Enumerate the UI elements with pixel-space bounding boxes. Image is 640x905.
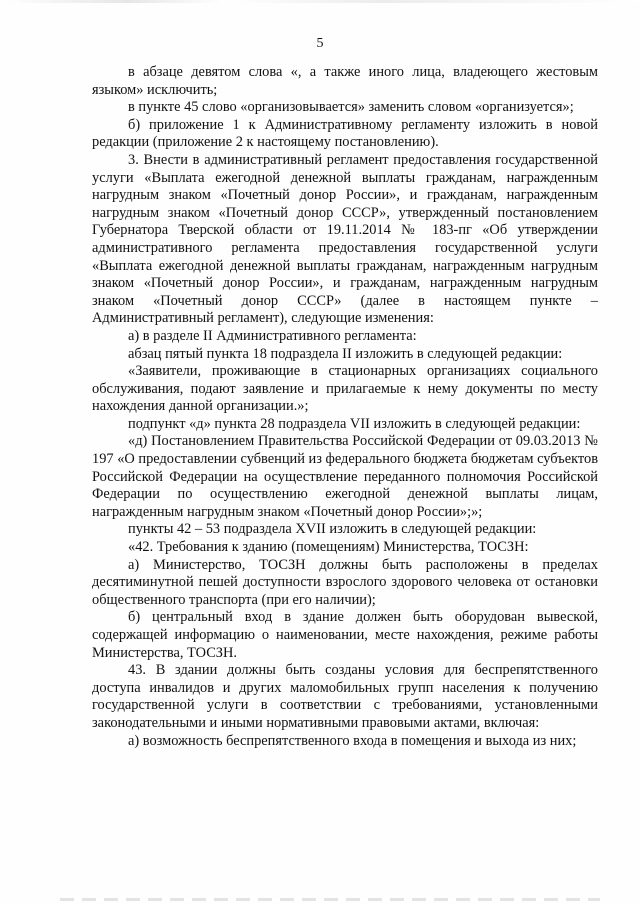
paragraph: 43. В здании должны быть созданы условия для беспрепятственного доступа инвалидов и других маломобильных групп населения к получению государственной услуги в соответствии с требованиями, установленными законодательными и иными нормативными правовыми актами, включая: <box>92 662 598 731</box>
paragraph: в абзаце девятом слова «, а также иного лица, владеющего жестовым языком» исключить; <box>92 64 598 98</box>
page-number: 5 <box>316 36 324 51</box>
paragraph: пункты 42 – 53 подраздела XVII изложить в следующей редакции: <box>128 521 537 538</box>
paragraph: а) Министерство, ТОСЗН должны быть расположены в пределах десятиминутной пешей доступности взрослого здорового человека от остановки общественного транспорта (при его наличии); <box>92 556 598 608</box>
paragraph: «д) Постановлением Правительства Российской Федерации от 09.03.2013 № 197 «О предоставлении субвенций из федерального бюджета бюджетам субъектов Российской Федерации на осуществление переданного полномочия Российской Федерации по осуществлению ежегодной денежной выплаты лицам, награжденным нагрудным знаком «Почетный донор России»;»; <box>92 433 598 520</box>
paragraph: «42. Требования к зданию (помещениям) Министерства, ТОСЗН: <box>128 539 529 556</box>
scan-edge-bottom <box>60 898 600 901</box>
paragraph: а) возможность беспрепятственного входа в помещения и выхода из них; <box>128 732 577 749</box>
paragraph: в пункте 45 слово «организовывается» заменить словом «организуется»; <box>128 99 574 116</box>
scan-edge-top <box>0 0 640 3</box>
paragraph: а) в разделе II Административного регламента: <box>128 327 417 344</box>
paragraph: б) центральный вход в здание должен быть оборудован вывеской, содержащей информацию о наименовании, месте нахождения, режиме работы Министерства, ТОСЗН. <box>92 609 598 661</box>
document-body <box>92 64 598 750</box>
paragraph: «Заявители, проживающие в стационарных организациях социального обслуживания, подают заявление и прилагаемые к нему документы по месту нахождения данной организации.»; <box>92 363 598 415</box>
paragraph: абзац пятый пункта 18 подраздела II изложить в следующей редакции: <box>128 345 563 362</box>
paragraph: подпункт «д» пункта 28 подраздела VII изложить в следующей редакции: <box>128 415 581 432</box>
paragraph: 3. Внести в административный регламент предоставления государственной услуги «Выплата ежегодной денежной выплаты гражданам, награжденным нагрудным знаком «Почетный донор России», и гражданам, награжденным нагрудным знаком «Почетный донор СССР», утвержденный постановлением Губернатора Тверской области от 19.11.2014 № 183-пг «Об утверждении административного регламента предоставления государственной услуги «Выплата ежегодной денежной выплаты гражданам, награжденным нагрудным знаком «Почетный донор России», и гражданам, награжденным нагрудным знаком «Почетный донор СССР» (далее в настоящем пункте – Административный регламент), следующие изменения: <box>92 151 598 327</box>
paragraph: б) приложение 1 к Административному регламенту изложить в новой редакции (приложение 2 к настоящему постановлению). <box>92 116 598 151</box>
